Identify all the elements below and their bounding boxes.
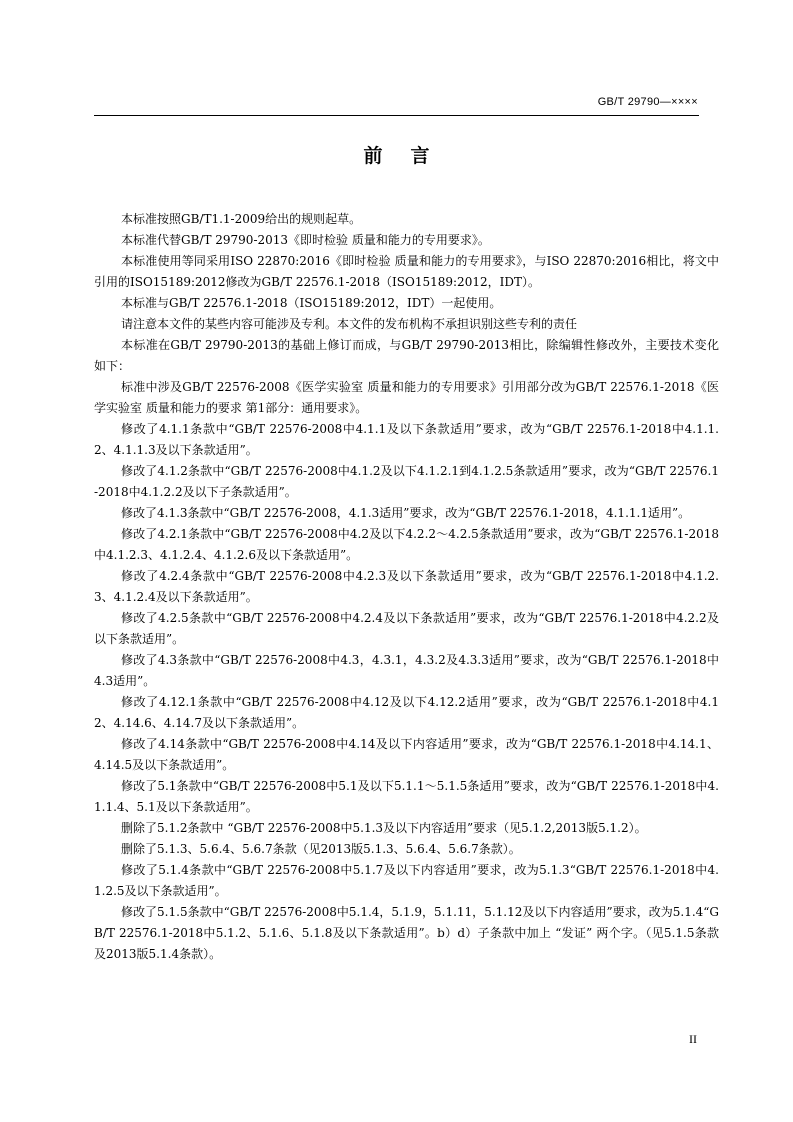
paragraph: 修改了4.1.3条款中“GB/T 22576-2008，4.1.3适用”要求，改为“GB/T 22576.1-2018，4.1.1.1适用”。 — [121, 506, 691, 520]
paragraph: 本标准在GB/T 29790-2013的基础上修订而成，与GB/T 29790-2013相比，除编辑性修改外，主要技术变化如下： — [94, 338, 719, 373]
paragraph: 本标准代替GB/T 29790-2013《即时检验 质量和能力的专用要求》。 — [121, 233, 490, 247]
paragraph: 修改了4.14条款中“GB/T 22576-2008中4.14及以下内容适用”要求，改为“GB/T 22576.1-2018中4.14.1、4.14.5及以下条款适用”。 — [94, 737, 719, 772]
paragraph: 修改了4.1.1条款中“GB/T 22576-2008中4.1.1及以下条款适用”要求，改为“GB/T 22576.1-2018中4.1.1.2、4.1.1.3及以下条款适用”。 — [94, 422, 719, 457]
paragraph: 本标准按照GB/T1.1-2009给出的规则起草。 — [121, 212, 362, 226]
page-title: 前言 — [363, 145, 458, 167]
paragraph: 修改了5.1.4条款中“GB/T 22576-2008中5.1.7及以下内容适用”要求，改为5.1.3“GB/T 22576.1-2018中4.1.2.5及以下条款适用”。 — [94, 863, 719, 898]
paragraph: 本标准使用等同采用ISO 22870:2016《即时检验 质量和能力的专用要求》，与ISO 22870:2016相比，将文中引用的ISO15189:2012修改为GB/T 22576.1-2018（ISO15189:2012，IDT）。 — [94, 254, 719, 289]
paragraph: 删除了5.1.3、5.6.4、5.6.7条款（见2013版5.1.3、5.6.4、5.6.7条款）。 — [121, 842, 521, 856]
paragraph: 修改了4.1.2条款中“GB/T 22576-2008中4.1.2及以下4.1.2.1到4.1.2.5条款适用”要求，改为“GB/T 22576.1-2018中4.1.2.2及以下子条款适用”。 — [94, 464, 719, 499]
paragraph: 修改了4.2.5条款中“GB/T 22576-2008中4.2.4及以下条款适用”要求，改为“GB/T 22576.1-2018中4.2.2及以下条款适用”。 — [94, 611, 719, 646]
foreword-body — [94, 209, 719, 965]
standard-code: GB/T 29790—×××× — [597, 96, 698, 108]
paragraph: 请注意本文件的某些内容可能涉及专利。本文件的发布机构不承担识别这些专利的责任 — [121, 317, 578, 331]
paragraph: 修改了5.1条款中“GB/T 22576-2008中5.1及以下5.1.1～5.1.5条适用”要求，改为“GB/T 22576.1-2018中4.1.1.4、5.1及以下条款适用”。 — [94, 779, 719, 814]
paragraph: 修改了5.1.5条款中“GB/T 22576-2008中5.1.4，5.1.9，5.1.11，5.1.12及以下内容适用”要求，改为5.1.4“GB/T 22576.1-2018中5.1.2、5.1.6、5.1.8及以下条款适用”。b）d）子条款中加上 “发证” 两个字。（见5.1.5条款及2013版5.1.4条款）。 — [94, 905, 719, 961]
paragraph: 本标准与GB/T 22576.1-2018（ISO15189:2012，IDT）一起使用。 — [121, 296, 502, 310]
paragraph: 标准中涉及GB/T 22576-2008《医学实验室 质量和能力的专用要求》引用部分改为GB/T 22576.1-2018《医学实验室 质量和能力的要求 第1部分：通用要求》。 — [94, 380, 719, 415]
page-number: II — [689, 1032, 697, 1046]
paragraph: 修改了4.2.1条款中“GB/T 22576-2008中4.2及以下4.2.2～4.2.5条款适用”要求，改为“GB/T 22576.1-2018中4.1.2.3、4.1.2.4、4.1.2.6及以下条款适用”。 — [94, 527, 719, 562]
header-divider — [94, 115, 699, 116]
paragraph: 删除了5.1.2条款中 “GB/T 22576-2008中5.1.3及以下内容适用”要求（见5.1.2,2013版5.1.2）。 — [121, 821, 647, 835]
paragraph: 修改了4.3条款中“GB/T 22576-2008中4.3，4.3.1，4.3.2及4.3.3适用”要求，改为“GB/T 22576.1-2018中4.3适用”。 — [94, 653, 719, 688]
paragraph: 修改了4.12.1条款中“GB/T 22576-2008中4.12及以下4.12.2适用”要求，改为“GB/T 22576.1-2018中4.12、4.14.6、4.14.7及以下条款适用”。 — [94, 695, 719, 730]
paragraph: 修改了4.2.4条款中“GB/T 22576-2008中4.2.3及以下条款适用”要求，改为“GB/T 22576.1-2018中4.1.2.3、4.1.2.4及以下条款适用”。 — [94, 569, 719, 604]
